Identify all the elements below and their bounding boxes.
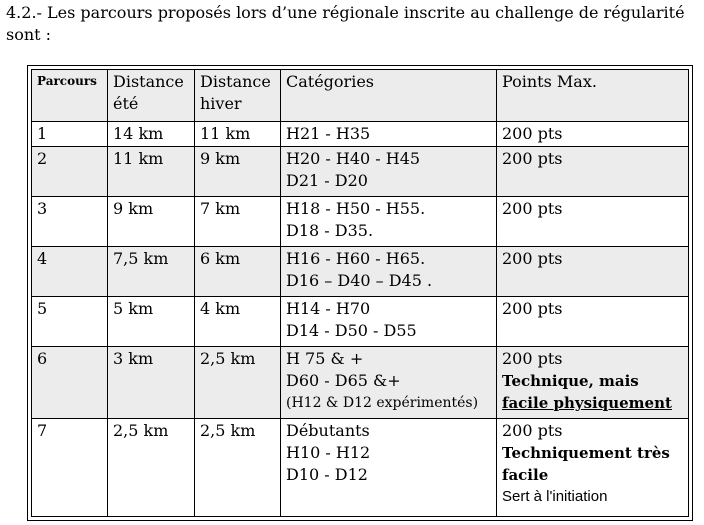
cell-distance-ete: 2,5 km bbox=[108, 419, 195, 517]
cell-points: 200 pts bbox=[497, 247, 689, 297]
table-row bbox=[32, 197, 689, 247]
header-distance-ete: Distance été bbox=[108, 70, 195, 122]
cell-categories: Débutants H10 - H12 D10 - D12 bbox=[281, 419, 497, 517]
header-parcours: Parcours bbox=[32, 70, 108, 122]
cell-distance-hiver: 11 km bbox=[195, 122, 281, 147]
cell-points: 200 pts Technique, mais facile physiquement bbox=[497, 347, 689, 419]
intro-line-2: sont : bbox=[6, 25, 52, 44]
cell-points: 200 pts bbox=[497, 297, 689, 347]
cell-distance-hiver: 2,5 km bbox=[195, 419, 281, 517]
cell-points: 200 pts bbox=[497, 122, 689, 147]
cell-distance-hiver: 6 km bbox=[195, 247, 281, 297]
parcours-table bbox=[31, 69, 689, 517]
cell-distance-ete: 9 km bbox=[108, 197, 195, 247]
header-categories: Catégories bbox=[281, 70, 497, 122]
cell-distance-ete: 3 km bbox=[108, 347, 195, 419]
intro-paragraph bbox=[6, 2, 698, 46]
table-row bbox=[32, 347, 689, 419]
intro-line-1: 4.2.- Les parcours proposés lors d’une régionale inscrite au challenge de régularité bbox=[6, 3, 685, 22]
cell-categories: H14 - H70 D14 - D50 - D55 bbox=[281, 297, 497, 347]
cell-points: 200 pts Techniquement très facile Sert à l'initiation bbox=[497, 419, 689, 517]
cell-parcours: 7 bbox=[32, 419, 108, 517]
cell-parcours: 3 bbox=[32, 197, 108, 247]
cell-points: 200 pts bbox=[497, 197, 689, 247]
cell-points: 200 pts bbox=[497, 147, 689, 197]
header-distance-hiver: Distance hiver bbox=[195, 70, 281, 122]
cell-distance-ete: 11 km bbox=[108, 147, 195, 197]
points-remark: Technique, mais bbox=[502, 372, 639, 390]
cell-distance-ete: 5 km bbox=[108, 297, 195, 347]
cell-parcours: 1 bbox=[32, 122, 108, 147]
categories-note: (H12 & D12 expérimentés) bbox=[286, 395, 479, 411]
cell-distance-hiver: 9 km bbox=[195, 147, 281, 197]
cell-parcours: 6 bbox=[32, 347, 108, 419]
cell-categories: H18 - H50 - H55. D18 - D35. bbox=[281, 197, 497, 247]
header-points: Points Max. bbox=[497, 70, 689, 122]
points-remark: Techniquement très bbox=[502, 444, 670, 462]
table-row bbox=[32, 419, 689, 517]
cell-categories: H20 - H40 - H45 D21 - D20 bbox=[281, 147, 497, 197]
cell-distance-hiver: 4 km bbox=[195, 297, 281, 347]
table-row bbox=[32, 247, 689, 297]
cell-parcours: 2 bbox=[32, 147, 108, 197]
cell-categories: H16 - H60 - H65. D16 – D40 – D45 . bbox=[281, 247, 497, 297]
cell-distance-ete: 14 km bbox=[108, 122, 195, 147]
cell-parcours: 5 bbox=[32, 297, 108, 347]
cell-distance-ete: 7,5 km bbox=[108, 247, 195, 297]
cell-distance-hiver: 2,5 km bbox=[195, 347, 281, 419]
points-remark: Sert à l'initiation bbox=[502, 488, 608, 505]
cell-distance-hiver: 7 km bbox=[195, 197, 281, 247]
cell-categories: H 75 & + D60 - D65 &+ (H12 & D12 expérimentés) bbox=[281, 347, 497, 419]
points-remark: facile bbox=[502, 466, 549, 484]
table-header-row bbox=[32, 70, 689, 122]
cell-categories: H21 - H35 bbox=[281, 122, 497, 147]
table-row bbox=[32, 297, 689, 347]
points-remark: facile physiquement bbox=[502, 394, 672, 412]
cell-parcours: 4 bbox=[32, 247, 108, 297]
table-row bbox=[32, 122, 689, 147]
table-row bbox=[32, 147, 689, 197]
